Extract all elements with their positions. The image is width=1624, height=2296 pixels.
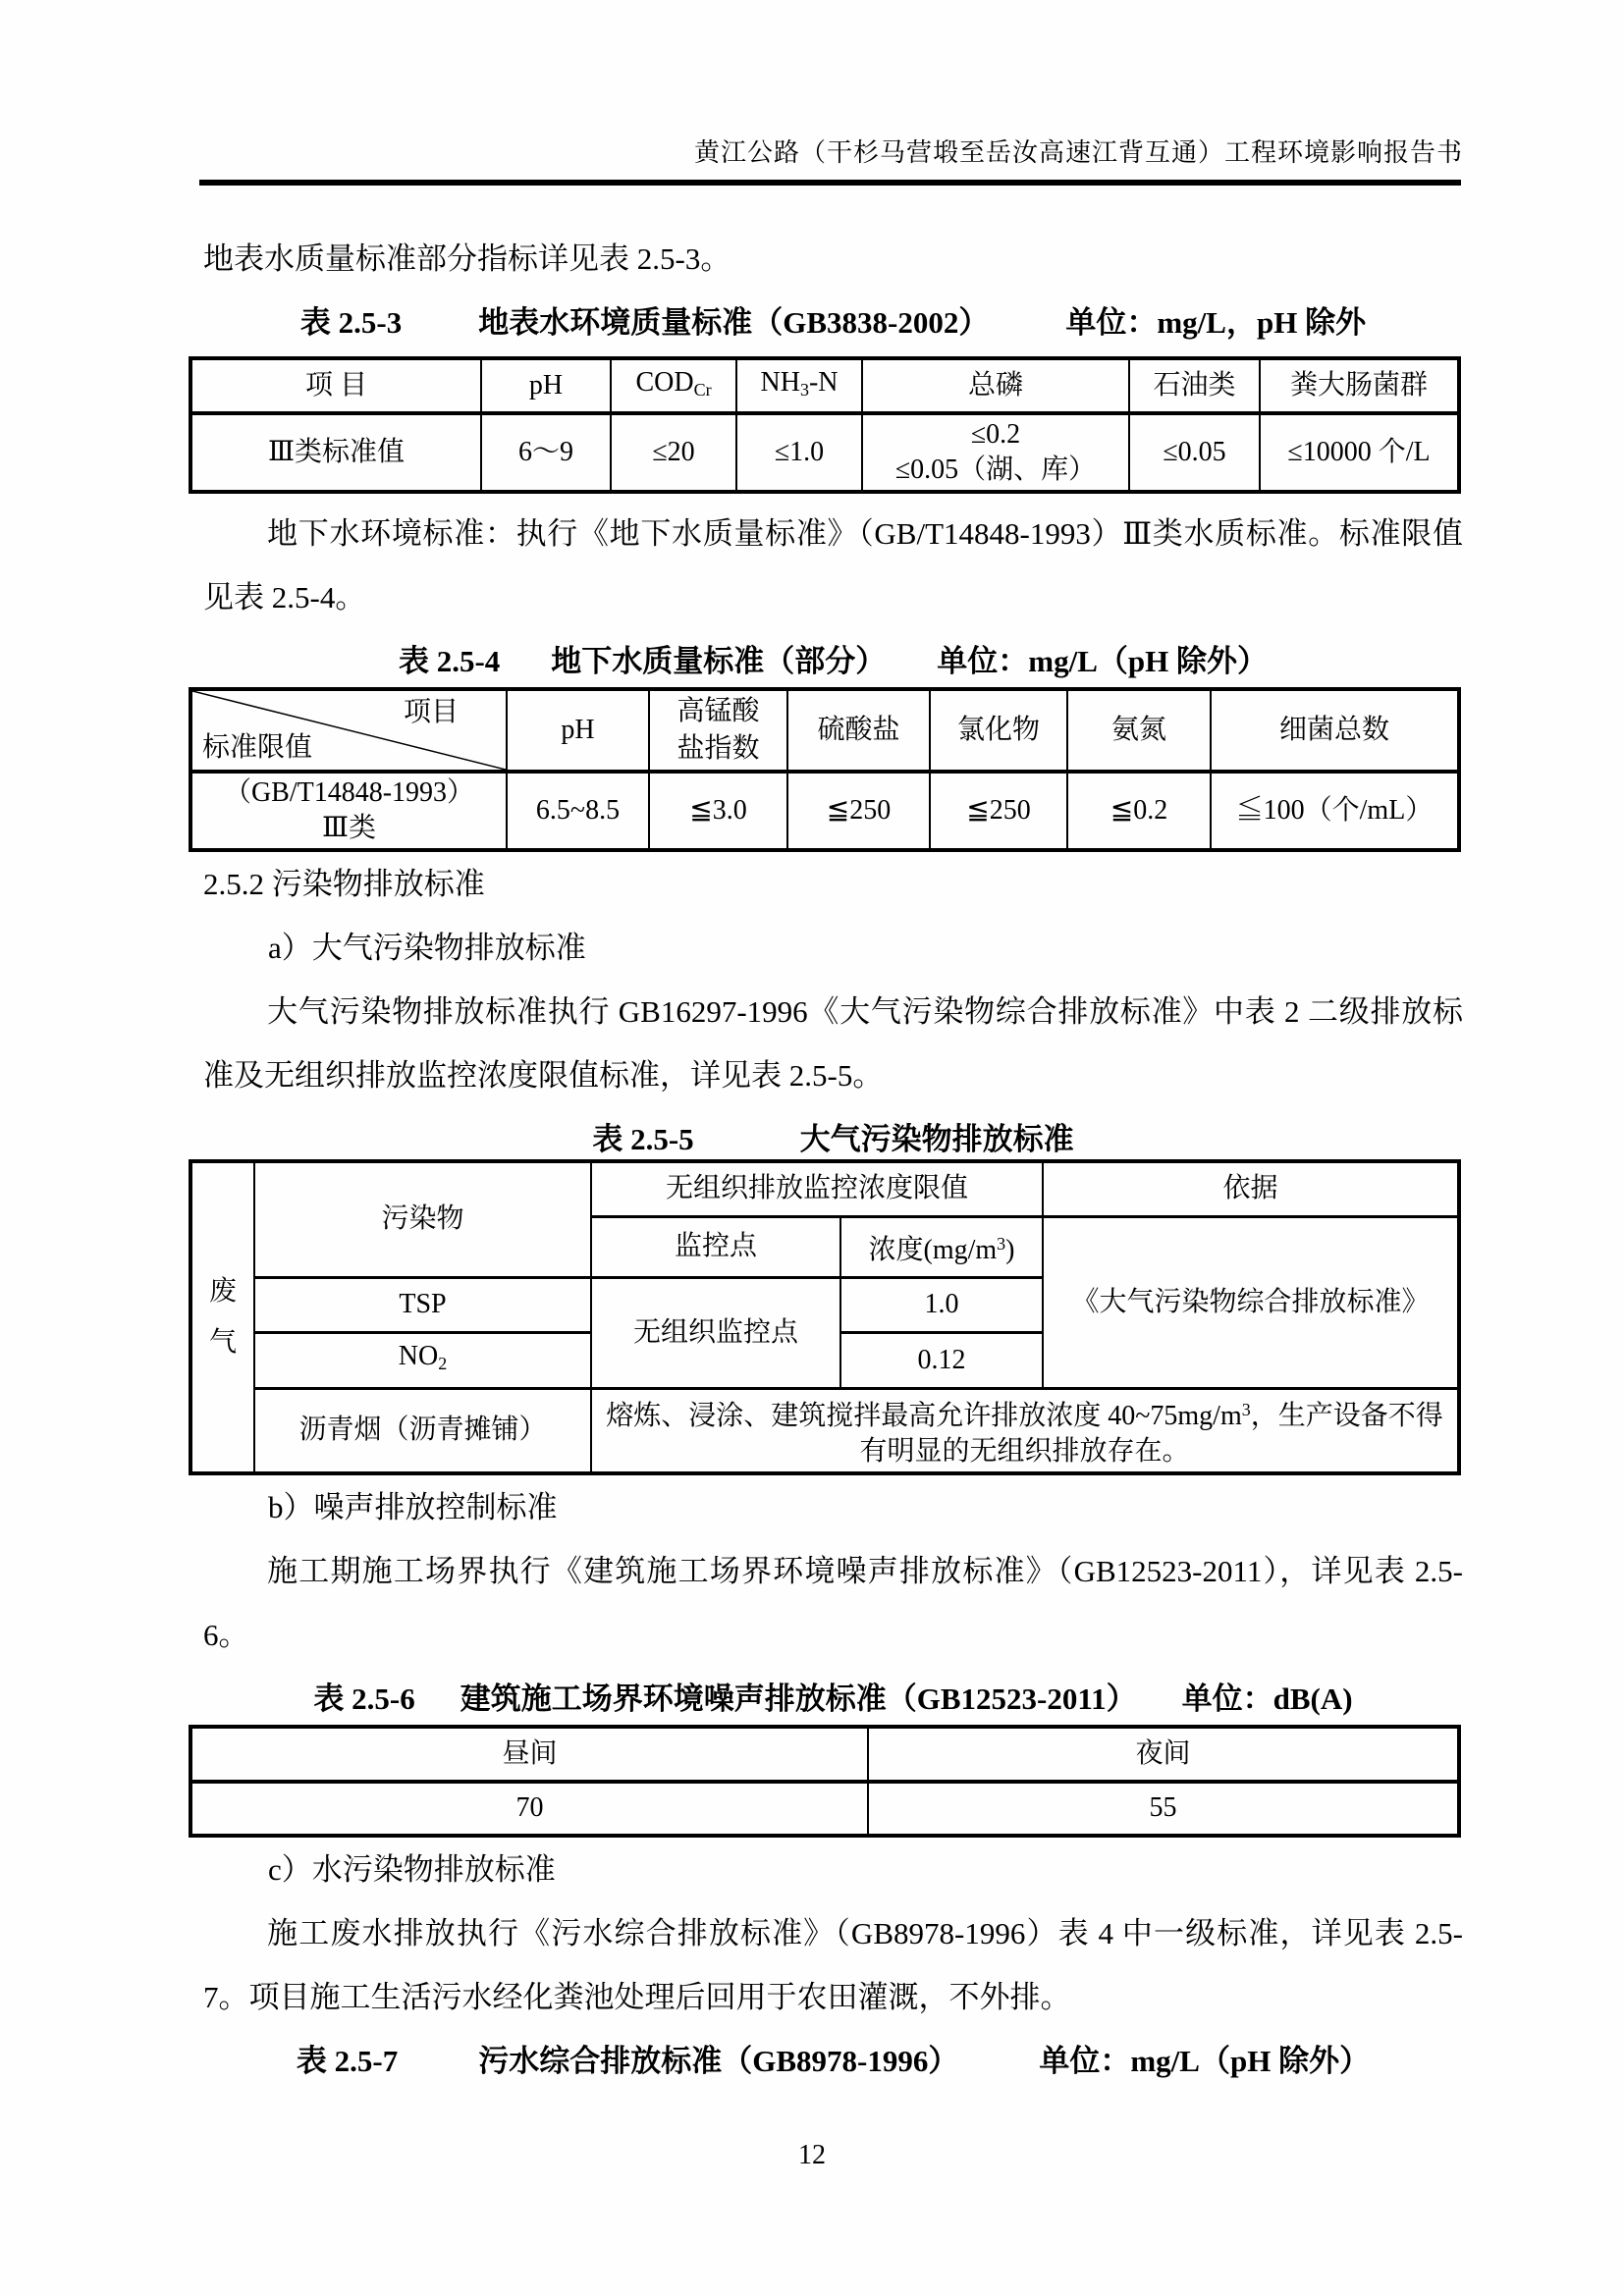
value-cell-daytime: 70 bbox=[190, 1782, 868, 1836]
value-cell-asphalt-note: 熔炼、浸涂、建筑搅拌最高允许排放浓度 $40\sim 75mg/m^3$，生产设备不得有明显的无组织排放存在。 bbox=[591, 1388, 1459, 1473]
diagonal-label-item: 项目 bbox=[403, 697, 459, 727]
table-2-5-3-caption: 地表水环境质量标准（GB3838-2002） bbox=[478, 305, 990, 340]
header-cell-permanganate: 高锰酸盐指数 bbox=[649, 689, 787, 772]
header-rule bbox=[199, 180, 1461, 186]
header-cell-ph: pH bbox=[507, 689, 649, 772]
value-cell-standard: （GB/T14848-1993） Ⅲ类 bbox=[190, 772, 507, 850]
value-cell-ph: 6.5~8.5 bbox=[507, 772, 649, 850]
noise-standard-paragraph: 施工期施工场界执行《建筑施工场界环境噪声排放标准》（GB12523-2011），详见表 2.5-6。 bbox=[203, 1553, 1463, 1652]
header-cell-bacteria: 细菌总数 bbox=[1211, 689, 1459, 772]
table-2-5-4-caption: 地下水质量标准（部分） bbox=[551, 644, 887, 678]
value-cell-tsp-limit: 1.0 bbox=[840, 1277, 1043, 1332]
value-cell-permanganate: ≦3.0 bbox=[649, 772, 787, 850]
header-cell-coliform: 粪大肠菌群 bbox=[1260, 358, 1459, 413]
table-2-5-3 bbox=[189, 356, 1461, 494]
air-standard-paragraph: 大气污染物排放标准执行 GB16297-1996《大气污染物综合排放标准》中表 2 二级排放标准及无组织排放监控浓度限值标准，详见表 2.5-5。 bbox=[203, 994, 1463, 1093]
value-cell-nh3n: ≤1.0 bbox=[736, 413, 862, 492]
header-cell-diagonal bbox=[190, 689, 507, 772]
table-2-5-6-label: 表 2.5-6 bbox=[313, 1681, 415, 1716]
table-2-5-4-data-row bbox=[190, 772, 1459, 850]
table-2-5-3-data-row bbox=[190, 413, 1459, 492]
table-2-5-7-label: 表 2.5-7 bbox=[296, 2043, 399, 2078]
intro-paragraph: 地表水质量标准部分指标详见表 2.5-3。 bbox=[203, 241, 731, 276]
table-2-5-6-header-row bbox=[190, 1727, 1459, 1782]
header-cell-wastegas: 废气 bbox=[190, 1161, 254, 1473]
table-2-5-4-label: 表 2.5-4 bbox=[398, 644, 501, 678]
table-2-5-6-caption: 建筑施工场界环境噪声排放标准（GB12523-2011） bbox=[460, 1681, 1137, 1716]
value-cell-petroleum: ≤0.05 bbox=[1129, 413, 1260, 492]
header-cell-nighttime: 夜间 bbox=[868, 1727, 1459, 1782]
report-title: 黄江公路（干杉马营塅至岳汝高速江背互通）工程环境影响报告书 bbox=[693, 138, 1463, 167]
table-2-5-5-caption: 大气污染物排放标准 bbox=[799, 1122, 1074, 1156]
header-cell-monitor-point: 监控点 bbox=[591, 1216, 840, 1277]
table-2-5-3-header-row bbox=[190, 358, 1459, 413]
value-cell-coliform: ≤10000 个/L bbox=[1260, 413, 1459, 492]
table-2-5-7-caption: 污水综合排放标准（GB8978-1996） bbox=[478, 2043, 959, 2078]
value-cell-class3: Ⅲ类标准值 bbox=[190, 413, 481, 492]
header-cell-concentration: 浓度$(mg/m^3)$ bbox=[840, 1216, 1043, 1277]
value-cell-no2-limit: 0.12 bbox=[840, 1332, 1043, 1388]
report-header bbox=[203, 135, 1463, 171]
table-2-5-7-unit: 单位：mg/L（pH 除外） bbox=[1039, 2043, 1371, 2078]
section-c-heading: c）水污染物排放标准 bbox=[268, 1851, 556, 1887]
table-2-5-6-title bbox=[203, 1667, 1463, 1731]
header-cell-daytime: 昼间 bbox=[190, 1727, 868, 1782]
section-a-heading: a）大气污染物排放标准 bbox=[268, 931, 586, 965]
table-2-5-3-label: 表 2.5-3 bbox=[299, 305, 403, 340]
header-cell-pollutant: 污染物 bbox=[254, 1161, 591, 1277]
groundwater-paragraph: 地下水环境标准：执行《地下水质量标准》（GB/T14848-1993）Ⅲ类水质标准。标准限值见表 2.5-4。 bbox=[203, 516, 1463, 614]
table-2-5-5-asphalt-row bbox=[190, 1388, 1459, 1473]
value-cell-tsp: TSP bbox=[254, 1277, 591, 1332]
value-cell-chloride: ≦250 bbox=[930, 772, 1067, 850]
value-cell-ammonia: ≦0.2 bbox=[1067, 772, 1211, 850]
table-2-5-4 bbox=[189, 687, 1461, 852]
value-cell-monitor-point: 无组织监控点 bbox=[591, 1277, 840, 1388]
header-cell-sulfate: 硫酸盐 bbox=[787, 689, 930, 772]
table-2-5-7-title bbox=[203, 2029, 1463, 2093]
section-b-heading: b）噪声排放控制标准 bbox=[268, 1489, 558, 1524]
value-cell-bacteria: ≦100（个/mL） bbox=[1211, 772, 1459, 850]
table-2-5-6 bbox=[189, 1725, 1461, 1838]
table-2-5-3-title bbox=[203, 291, 1463, 354]
value-cell-cod: ≤20 bbox=[611, 413, 736, 492]
diagonal-label-limit: 标准限值 bbox=[202, 732, 313, 763]
header-cell-total-phosphorus: 总磷 bbox=[862, 358, 1129, 413]
table-2-5-3-unit: 单位：mg/L，pH 除外 bbox=[1065, 305, 1367, 340]
header-cell-item: 项 目 bbox=[190, 358, 481, 413]
value-cell-total-phosphorus: ≤0.2 ≤0.05（湖、库） bbox=[862, 413, 1129, 492]
header-cell-ammonia: 氨氮 bbox=[1067, 689, 1211, 772]
value-cell-no2: $NO_2$ bbox=[254, 1332, 591, 1388]
value-cell-nighttime: 55 bbox=[868, 1782, 1459, 1836]
table-2-5-6-data-row bbox=[190, 1782, 1459, 1836]
table-2-5-5 bbox=[189, 1159, 1461, 1475]
table-2-5-4-unit: 单位：mg/L（pH 除外） bbox=[937, 644, 1269, 678]
header-cell-chloride: 氯化物 bbox=[930, 689, 1067, 772]
table-2-5-4-title bbox=[203, 629, 1463, 693]
table-2-5-4-header-row bbox=[190, 689, 1459, 772]
header-cell-ph: pH bbox=[481, 358, 611, 413]
value-cell-sulfate: ≦250 bbox=[787, 772, 930, 850]
header-cell-petroleum: 石油类 bbox=[1129, 358, 1260, 413]
value-cell-asphalt: 沥青烟（沥青摊铺） bbox=[254, 1388, 591, 1473]
water-standard-paragraph: 施工废水排放执行《污水综合排放标准》（GB8978-1996）表 4 中一级标准，详见表 2.5-7。项目施工生活污水经化粪池处理后回用于农田灌溉，不外排。 bbox=[203, 1915, 1463, 2014]
section-252-heading: 2.5.2 污染物排放标准 bbox=[203, 867, 485, 901]
table-2-5-5-label: 表 2.5-5 bbox=[592, 1122, 694, 1156]
header-cell-limit: 无组织排放监控浓度限值 bbox=[591, 1161, 1043, 1216]
page-number: 12 bbox=[798, 2140, 826, 2170]
header-cell-cod: $COD_{Cr}$ bbox=[611, 358, 736, 413]
table-2-5-6-unit: 单位：dB(A) bbox=[1181, 1681, 1353, 1716]
value-cell-basis: 《大气污染物综合排放标准》 bbox=[1043, 1216, 1459, 1388]
header-cell-nh3n: $NH_3-N$ bbox=[736, 358, 862, 413]
value-cell-ph: 6～9 bbox=[481, 413, 611, 492]
header-cell-basis: 依据 bbox=[1043, 1161, 1459, 1216]
